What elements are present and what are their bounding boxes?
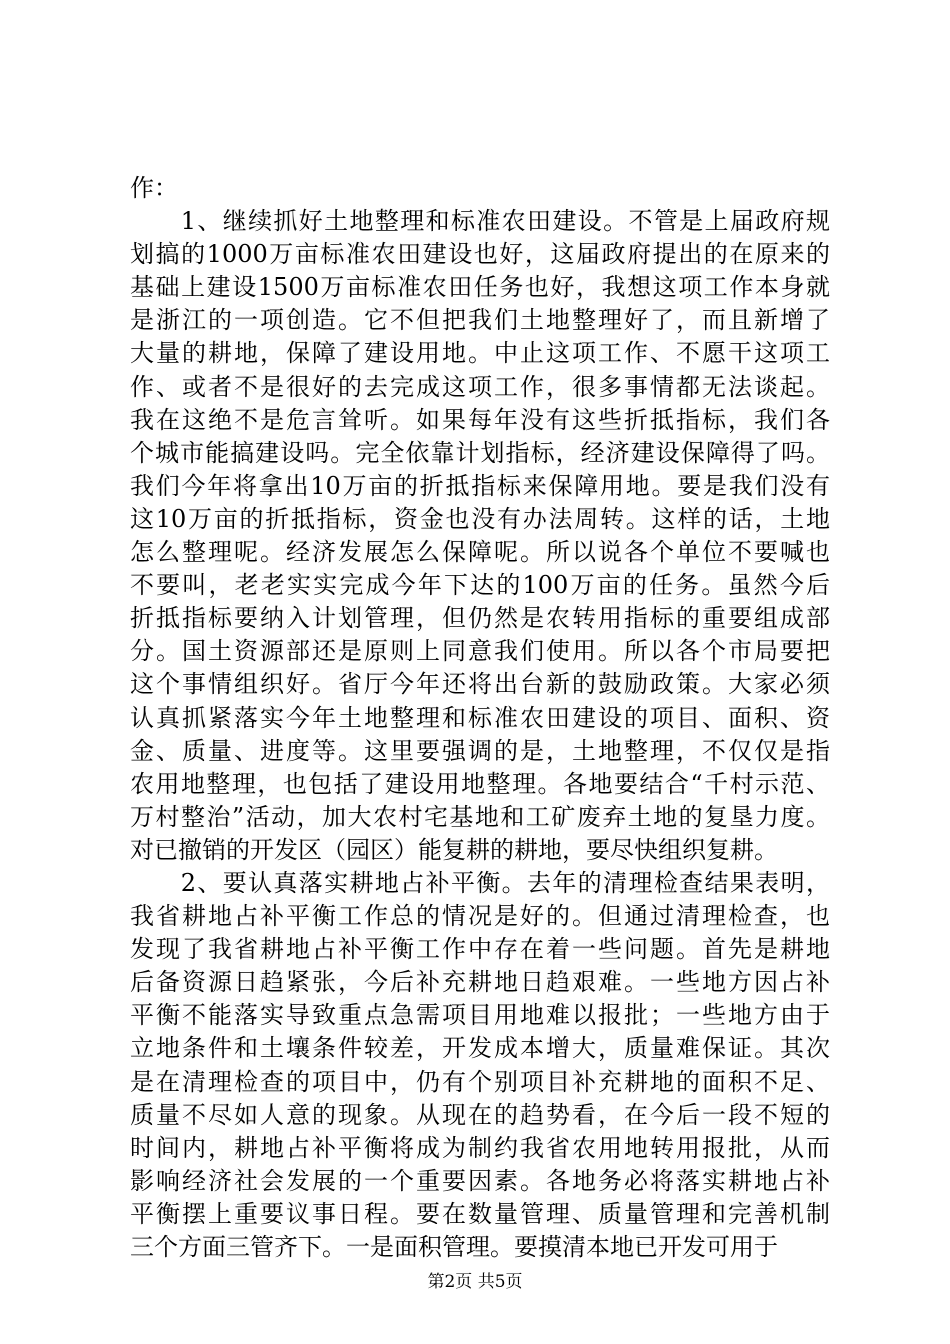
text-line: 个城市能搞建设吗。完全依靠计划指标，经济建设保障得了吗。: [130, 438, 830, 467]
text-line: 平衡不能落实导致重点急需项目用地难以报批；一些地方由于: [130, 1001, 830, 1030]
text-line: 是在清理检查的项目中，仍有个别项目补充耕地的面积不足、: [130, 1067, 830, 1096]
text-line: 分。国土资源部还是原则上同意我们使用。所以各个市局要把: [130, 637, 830, 666]
text-line: 基础上建设1500万亩标准农田任务也好，我想这项工作本身就: [130, 273, 830, 302]
text-line: 这个事情组织好。省厅今年还将出台新的鼓励政策。大家必须: [130, 670, 830, 699]
text-line: 质量不尽如人意的现象。从现在的趋势看，在今后一段不短的: [130, 1100, 830, 1129]
text-line: 万村整治”活动，加大农村宅基地和工矿废弃土地的复垦力度。: [130, 802, 830, 831]
text-line: 对已撤销的开发区（园区）能复耕的耕地，要尽快组织复耕。: [130, 835, 778, 864]
text-line: 作、或者不是很好的去完成这项工作，很多事情都无法谈起。: [130, 372, 830, 401]
text-line: 时间内，耕地占补平衡将成为制约我省农用地转用报批，从而: [130, 1133, 830, 1162]
text-line: 金、质量、进度等。这里要强调的是，土地整理，不仅仅是指: [130, 736, 830, 765]
text-line: 划搞的1000万亩标准农田建设也好，这届政府提出的在原来的: [130, 240, 830, 269]
text-line: 作：: [130, 174, 178, 202]
text-line: 立地条件和土壤条件较差，开发成本增大，质量难保证。其次: [130, 1034, 830, 1063]
text-line: 平衡摆上重要议事日程。要在数量管理、质量管理和完善机制: [130, 1199, 830, 1228]
text-line: 不要叫，老老实实完成今年下达的100万亩的任务。虽然今后: [130, 571, 830, 600]
text-line: 认真抓紧落实今年土地整理和标准农田建设的项目、面积、资: [130, 703, 830, 732]
body-text: [130, 172, 830, 1264]
text-line: 大量的耕地，保障了建设用地。中止这项工作、不愿干这项工: [130, 339, 830, 368]
text-line: 后备资源日趋紧张，今后补充耕地日趋艰难。一些地方因占补: [130, 968, 830, 997]
page-footer: 第2页 共5页: [427, 1272, 523, 1292]
text-line: 农用地整理，也包括了建设用地整理。各地要结合“千村示范、: [130, 769, 830, 798]
text-line: 影响经济社会发展的一个重要因素。各地务必将落实耕地占补: [130, 1166, 830, 1195]
text-line: 这10万亩的折抵指标，资金也没有办法周转。这样的话，土地: [130, 504, 830, 533]
text-line: 三个方面三管齐下。一是面积管理。要摸清本地已开发可用于: [130, 1233, 778, 1261]
text-line: 2、要认真落实耕地占补平衡。去年的清理检查结果表明，: [130, 868, 830, 897]
text-line: 是浙江的一项创造。它不但把我们土地整理好了，而且新增了: [130, 306, 830, 335]
text-line: 我省耕地占补平衡工作总的情况是好的。但通过清理检查，也: [130, 902, 830, 931]
text-line: 折抵指标要纳入计划管理，但仍然是农转用指标的重要组成部: [130, 604, 830, 633]
text-line: 我在这绝不是危言耸听。如果每年没有这些折抵指标，我们各: [130, 405, 830, 434]
text-line: 我们今年将拿出10万亩的折抵指标来保障用地。要是我们没有: [130, 471, 830, 500]
text-line: 发现了我省耕地占补平衡工作中存在着一些问题。首先是耕地: [130, 935, 830, 964]
text-line: 1、继续抓好土地整理和标准农田建设。不管是上届政府规: [130, 207, 830, 236]
text-line: 怎么整理呢。经济发展怎么保障呢。所以说各个单位不要喊也: [130, 538, 830, 567]
